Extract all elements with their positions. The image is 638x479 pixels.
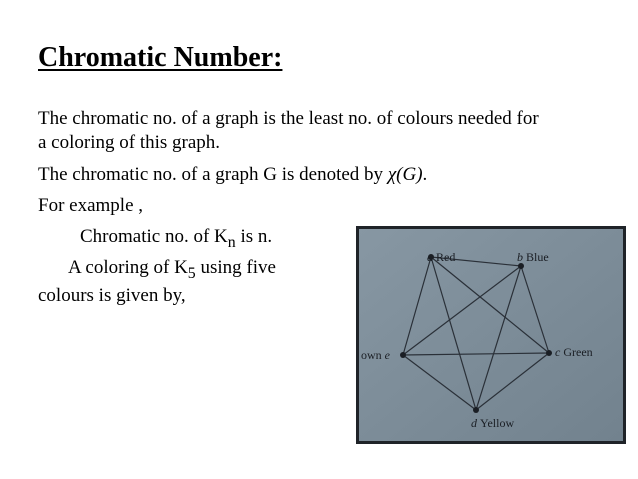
notation-period: . xyxy=(422,164,428,185)
kn-subscript: n xyxy=(227,233,236,251)
notation-line xyxy=(38,163,427,187)
k5-graph-photo xyxy=(356,226,626,444)
chi-symbol: χ(G) xyxy=(387,164,423,185)
vertex-label-e: own e xyxy=(361,348,390,362)
definition-line-1: The chromatic no. of a graph is the least no. of colours needed for xyxy=(38,108,539,129)
vertex-e xyxy=(400,352,406,358)
kn-suffix: is n. xyxy=(235,226,273,247)
vertex-label-d: d Yellow xyxy=(471,416,515,430)
k5-statement xyxy=(68,256,276,286)
k5-subscript: 5 xyxy=(187,264,196,282)
vertex-label-c: c Green xyxy=(555,345,593,359)
colours-line: colours is given by, xyxy=(38,285,186,306)
k5-graph xyxy=(359,229,623,441)
photo-background xyxy=(359,229,623,441)
slide-title: Chromatic Number: xyxy=(38,42,283,73)
notation-text: The chromatic no. of a graph G is denoted by xyxy=(38,164,388,185)
k5-text: A coloring of K xyxy=(68,257,188,278)
vertex-label-b: b Blue xyxy=(517,250,549,264)
vertex-d xyxy=(473,407,479,413)
vertex-label-a: a Red xyxy=(427,250,456,264)
vertex-c xyxy=(546,350,552,356)
definition-line-2: a coloring of this graph. xyxy=(38,132,221,153)
example-heading: For example , xyxy=(38,195,144,216)
kn-statement xyxy=(80,225,272,255)
kn-text: Chromatic no. of K xyxy=(80,226,228,247)
k5-suffix: using five xyxy=(195,257,276,278)
